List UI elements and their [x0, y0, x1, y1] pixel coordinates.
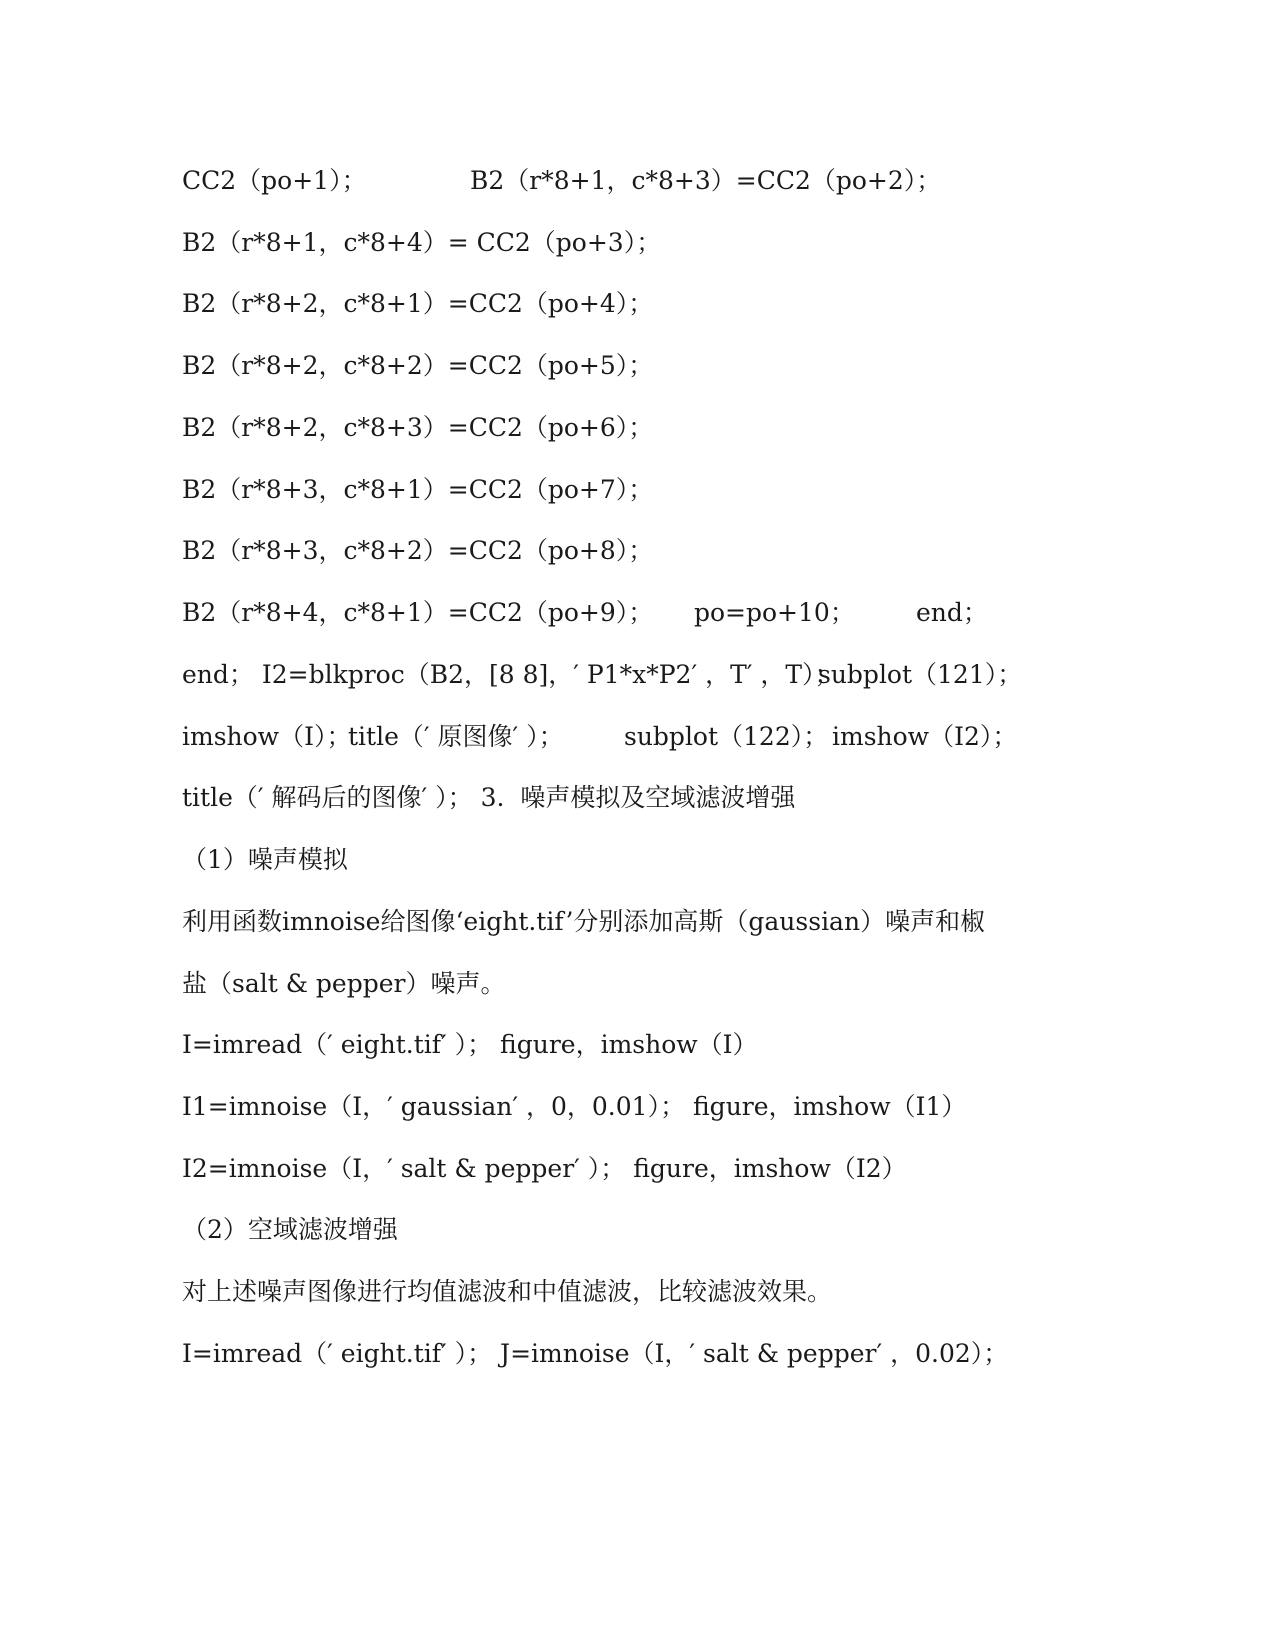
code-segment: end； [916, 598, 988, 627]
section-heading-1 [182, 843, 348, 877]
code-segment: I2=imnoise（I，′ salt & pepper′ ）； figure，imshow（I2） [182, 1154, 907, 1183]
code-line-8 [182, 596, 988, 630]
code-line-15 [182, 1337, 1009, 1371]
code-segment: CC2（po+1）； [182, 166, 367, 195]
paragraph-line-2 [182, 967, 506, 1001]
code-segment: title（′ 原图像′ ）； [348, 722, 564, 751]
code-line-3 [182, 287, 654, 321]
code-line-13 [182, 1090, 967, 1124]
code-line-6 [182, 473, 654, 507]
text-segment: （2）空域滤波增强 [182, 1215, 398, 1244]
code-segment: subplot（122）； [624, 722, 829, 751]
code-segment: title（′ 解码后的图像′ ）； 3. 噪声模拟及空域滤波增强 [182, 783, 796, 812]
code-segment: B2（r*8+1，c*8+4）= CC2（po+3）； [182, 228, 662, 257]
text-segment: 利用函数imnoise给图像‘eight.tif’分别添加高斯（gaussian）噪声和椒 [182, 907, 986, 936]
code-line-2 [182, 226, 662, 260]
code-line-7 [182, 534, 654, 568]
code-segment: I=imread（′ eight.tif′ ）； J=imnoise（I，′ salt & pepper′ ，0.02）； [182, 1339, 1009, 1368]
code-segment: B2（r*8+3，c*8+1）=CC2（po+7）； [182, 475, 654, 504]
code-line-1 [182, 164, 942, 198]
code-line-4 [182, 349, 654, 383]
section-heading-2 [182, 1213, 398, 1247]
code-segment: end； I2=blkproc（B2，[8 8]，′ P1*x*P2′ ，T′ ，T）； [182, 660, 840, 689]
code-segment: I=imread（′ eight.tif′ ）； figure，imshow（I） [182, 1030, 758, 1059]
code-segment: subplot（121）； [818, 660, 1023, 689]
text-segment: （1）噪声模拟 [182, 845, 348, 874]
code-segment: B2（r*8+4，c*8+1）=CC2（po+9）； [182, 598, 654, 627]
code-segment: I1=imnoise（I，′ gaussian′ ，0，0.01）； figure，imshow（I1） [182, 1092, 967, 1121]
code-segment: B2（r*8+2，c*8+1）=CC2（po+4）； [182, 289, 654, 318]
code-line-11 [182, 781, 796, 815]
code-segment: imshow（I）； [182, 722, 352, 751]
code-segment: B2（r*8+2，c*8+2）=CC2（po+5）； [182, 351, 654, 380]
code-line-14 [182, 1152, 907, 1186]
code-segment: po=po+10； [694, 598, 855, 627]
text-segment: 盐（salt & pepper）噪声。 [182, 969, 506, 998]
text-segment: 对上述噪声图像进行均值滤波和中值滤波，比较滤波效果。 [182, 1277, 833, 1306]
code-line-12 [182, 1028, 758, 1062]
code-line-10 [182, 720, 1018, 754]
code-segment: imshow（I2）； [832, 722, 1018, 751]
code-segment: B2（r*8+1，c*8+3）=CC2（po+2）； [470, 166, 942, 195]
paragraph-line-3 [182, 1275, 833, 1309]
code-line-5 [182, 411, 654, 445]
paragraph-line-1 [182, 905, 986, 939]
code-segment: B2（r*8+2，c*8+3）=CC2（po+6）； [182, 413, 654, 442]
code-line-9 [182, 658, 1023, 692]
code-segment: B2（r*8+3，c*8+2）=CC2（po+8）； [182, 536, 654, 565]
